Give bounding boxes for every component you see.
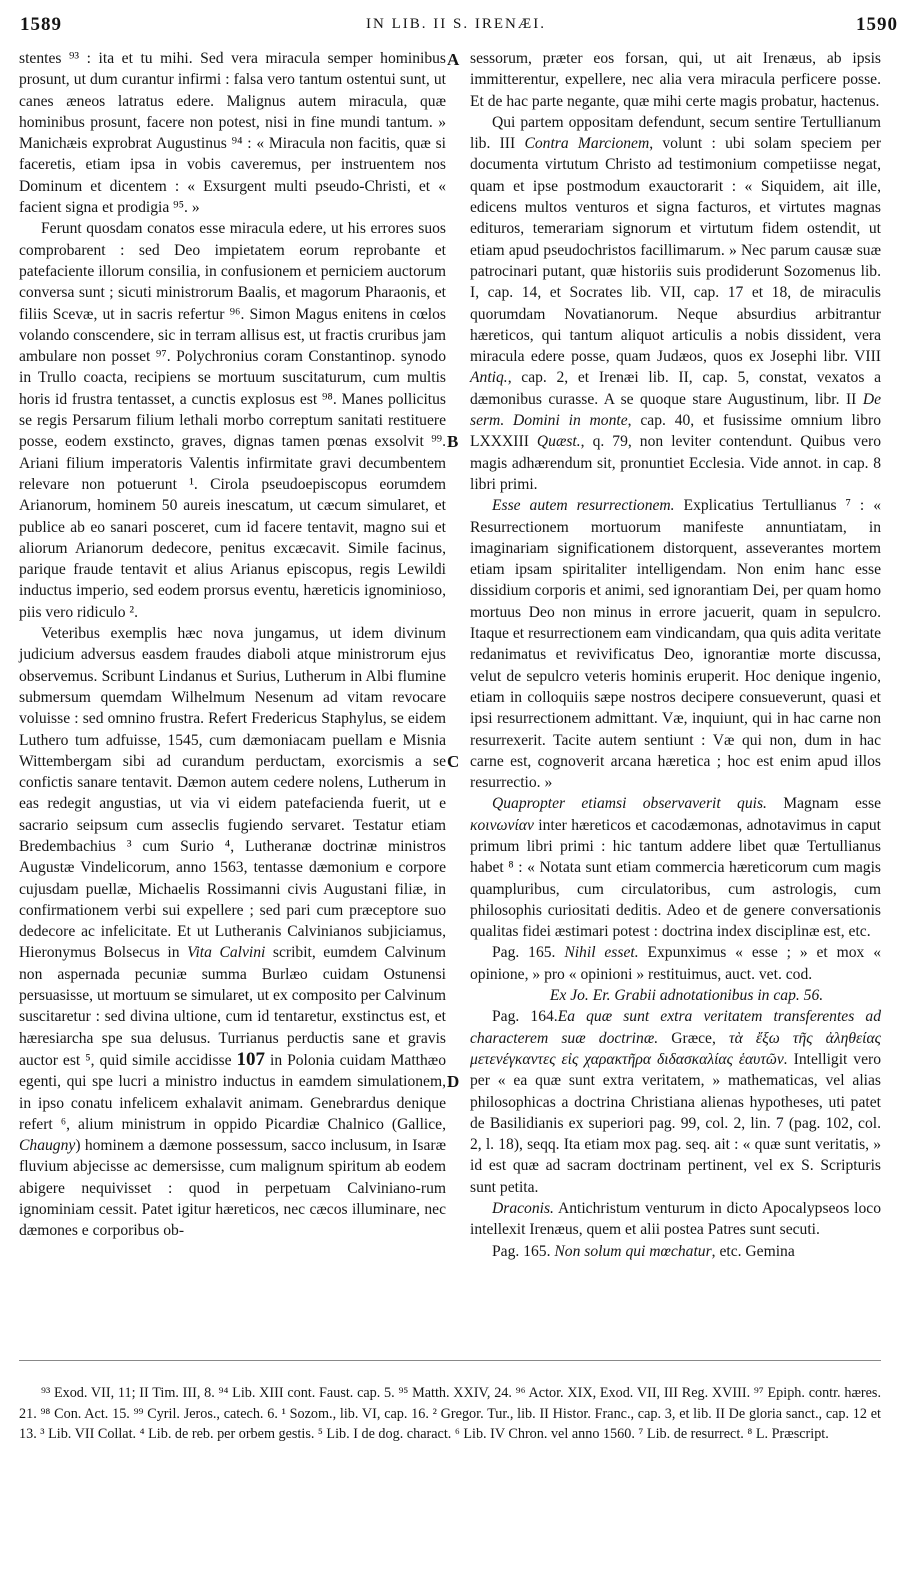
margin-letter-c: C [447,752,460,771]
paragraph: sessorum, præter eos forsan, qui, ut ait Irenæus, ab ipsis immitterentur, expellere, nec alia vera miracula perficere posse. Et de hac parte negante, quæ mihi certe magis probatur, hactenus. [470,50,881,110]
section-heading: Ex Jo. Er. Grabii adnotationibus in cap. 56. [549,987,824,1005]
running-title: IN LIB. II S. IRENÆI. [366,16,546,32]
running-header [14,14,898,40]
paragraph: Veteribus exemplis hæc nova jungamus, ut idem divinum judicium adversus easdem fraudes diaboli atque ministrorum ejus observemus. Scribunt Lindanus et Surius, Lutherum in Albi flumine submersum quemdam Wilhelmum Nesenum ad vitam revocare voluisse : sed omnino frustra. Refert Fredericus Staphylus, se eidem Luthero tum adfuisse, 1545, cum dæmoniacam puellam e Misnia Wittembergam sibi ad curandum perductam, exorcismis a se confictis sanare tentavit. Dæmon autem cedere nolens, Lutherum in eas redegit angustias, ut via vi eidem patefacienda fuerit, ut e sacrario seipsum cum asseclis fugiendo servaret. Testatur etiam Bredembachius ³ cum Surio ⁴, Lutheranæ doctrinæ ministros Augustæ Vindelicorum, anno 1563, tentasse dæmonium e corpore cujusdam puellæ, Michaelis Rossimanni civis Augustani filiæ, in confirmationem verbi sui expellere ; sed pari cum præceptore suo dedecore ac infelicitate. Et ut Lutheranis Calvinianos subjiciamus, Hieronymus Bolsecus in Vita Calvini scribit, eumdem Calvinum non aspernada pecuniæ summa Burlæo cuidam Ostunensi persuasisse, ut mortuum se simularet, ut ex composito per Calvinum suscitaretur : sed divina ultione, cum id tentaretur, exstinctus est, et hæresiarcha spe sua delusus. Turrianus perductis sane et gravis auctor est ⁵, quid simile accidisse 107 in Polonia cuidam Matthæo egenti, qui spe lucri a ministro inductus in eamdem simulationem, in ipso conatu infelicem exhalavit animam. Genebrardus denique refert ⁶, alium ministrum in oppido Picardiæ Chalnico (Gallice, Chaugny) hominem a dæmone possessum, sacco inclusum, in Isaræ fluvium abjecisse ac demersisse, cum malignum spiritum ab eodem abigere nequivisset : quod in perpetuam Calviniano-rum ignominiam cessit. Patet igitur hæreticos, nec cæcos illuminare, nec dæmones e corporibus ob- [19,625,447,1240]
paragraph: Pag. 165. Nihil esset. Expunximus « esse ; » et mox « opinione, » pro « opinioni » restituimus, auct. vet. cod. [470,944,882,983]
paragraph: Quapropter etiamsi observaverit quis. Magnam esse κοινωνίαν inter hæreticos et cacodæmonas, adnotavimus in caput primum libri primi : hic tantum addere libet quæ Tertullianus habet ⁸ : « Notata sunt etiam commercia hæreticorum cum magis quampluribus, cum circulatoribus, cum astrologis, cum philosophis curiositati deditis. Adeo et de genere conversationis qualitas fidei æstimari potest : doctrina index disciplinæ est, etc. [470,795,881,941]
paragraph: Esse autem resurrectionem. Explicatius Tertullianus ⁷ : « Resurrectionem mortuorum manifeste annuntiatam, in imaginariam significationem distorquent, asseverantes mortem etiam ipsam spiritaliter intelligendam. Non enim hanc esse dissidium corporis et animi, sed ignorantiam Dei, per quam homo mortuus Deo non minus in errore jacuerit, quam in sepulcro. Itaque et resurrectionem eam vindicandam, qua quis adita veritate redanimatus et revivificatus Deo, ignorantiæ morte discussa, velut de sepulcro veteris hominis eruperit. Hoc denique ingenio, etiam in colloquiis sæpe nostros decipere consueverunt, quasi et ipsi resurrectionem admittant. Væ, inquiunt, qui in hac carne non resurrexerit. Tacite autem sentiunt : Væ qui non, dum in hac carne est, cognoverit arcana hæretica ; hoc est enim apud illos resurrectio. » [470,497,882,792]
paragraph: Ferunt quosdam conatos esse miracula edere, ut his errores suos comprobarent : sed Deo impietatem eorum reprobante et patefaciente illorum consilia, in confusionem et perniciem auctorum conversa sunt ; sicuti ministrorum Baalis, et magorum Pharaonis, et filiis Scevæ, ut in sacris refertur ⁹⁶. Simon Magus enitens in cœlos volando conscendere, sic in terram allisus est, ut fractis cruribus jam ambulare non posset ⁹⁷. Polychronius coram Constantinop. synodo in Trullo coacta, recipiens se mortuum suscitaturum, cum multis horis id frustra tentasset, a cunctis explosus est ⁹⁸. Manes pollicitus se regis Persarum filium lethali morbo correptum sanitati restituere posse, eodem exstincto, graves, dignas tamen pœnas exsolvit ⁹⁹. Ariani filium imperatoris Valentis infirmitate gravi decumbentem relevare non potuerunt ¹. Cirola pseudoepiscopus eorumdem Arianorum, hominem 50 aureis inescatum, ut cæcum simularet, et publice ab eo sanari posceret, cum id facere tentavit, magno sui et aliorum Arianorum dedecore, penitus excæcavit. Simile facinus, parique fraude tentavit et alius Arianus episcopus, regis Lewildi inductus imperio, sed eodem prorsus eventu, hæreticis ignominioso, piis vero ridiculo ². [19,220,446,621]
paragraph: Draconis. Antichristum venturum in dicto Apocalypseos loco intellexit Irenæus, quem et alii postea Patres sunt secuti. [470,1200,881,1239]
paragraph: Qui partem oppositam defendunt, secum sentire Tertullianum lib. III Contra Marcionem, volunt : ubi solam speciem per documenta virtutum Christo ad testimonium competiisse negat, quam et ipse postmodum exauctorarit : « Siquidem, ait ille, edicens multos venturos et signa facturos, et virtutes magnas edituros, temerariam signorum et virtutum fidem ostendit, ut etiam apud pseudochristos facillimarum. » Nec parum causæ suæ patrocinari putant, quæ historiis suis prodiderunt Sozomenus lib. I, cap. 14, et Socrates lib. VII, cap. 17 et 18, de miraculis quorumdam Novatianorum. Neque absurdius arbitrantur hæreticos, qui tantum aliquot articulis a nobis dissident, vera miracula edere posse, quam Judæos, quos ex Josephi libr. VIII Antiq., cap. 2, et Irenæi lib. II, cap. 5, constat, vexatos a dæmonibus curasse. A se quoque stare Augustinum, libr. II De serm. Domini in monte, cap. 40, et fusissime omnium libro LXXXIII Quæst., q. 79, non leviter contendunt. Quibus vero magis adhærendum sit, pronuntiet Ecclesia. Vide annot. in cap. 8 libri primi. [470,113,882,493]
footnote-text: ⁹³ Exod. VII, 11; II Tim. III, 8. ⁹⁴ Lib. XIII cont. Faust. cap. 5. ⁹⁵ Matth. XXIV, 24. ⁹⁶ Actor. XIX, Exod. VII, III Reg. XVIII. ⁹⁷ Epiph. contr. hæres. 21. ⁹⁸ Con. Act. 15. ⁹⁹ Cyril. Jeros., catech. 6. ¹ Sozom., lib. VI, cap. 16. ² Gregor. Tur., lib. II Histor. Franc., cap. 3, et lib. II De gloria sanct., cap. 12 et 13. ³ Lib. VII Collat. ⁴ Lib. de reb. per orbem gestis. ⁵ Lib. I de dog. charact. ⁶ Lib. IV Chron. vel anno 1560. ⁷ Lib. de resurrect. ⁸ L. Præscript. [19,1385,881,1442]
margin-letter-d: D [447,1072,460,1091]
right-text-column [470,48,881,1262]
page-number-left: 1589 [20,14,62,35]
margin-letter-b: B [447,432,459,451]
margin-letter-a: A [447,50,460,69]
paragraph: stentes ⁹³ : ita et tu mihi. Sed vera miracula semper hominibus prosunt, ut dum curantur infirmi : falsa vero tantum ostentui sunt, ut canes æneos latratus edere. Malignus autem miracula, quæ hominibus prosunt, facere non potest, nisi in fine mundi tantum. » Manichæis exprobrat Augustinus ⁹⁴ : « Miracula non facitis, quæ si faceretis, etiam ipsa in vobis caveremus, per instruentem nos Dominum et dicentem : « Exsurgent multi pseudo-Christi, et « facient signa et prodigia ⁹⁵. » [19,50,446,217]
paragraph: Pag. 164.Ea quæ sunt extra veritatem transferentes ad characterem suæ doctrinæ. Græce, τὰ ἔξω τῆς ἀληθείας μετενέγκαντες εἰς χαρακτῆρα διδασκαλίας ἑαυτῶν. Intelligit vero per « ea quæ sunt extra veritatem, » mathematicas, vel alias philosophicas a doctrina Christiana alienas hypotheses, uti patet de Basilidianis ex superiori pag. 99, col. 2, lin. 7 (pag. 102, col. 2, l. 18), seqq. Ita etiam mox pag. seq. ait : « quæ sunt veritatis, » id est quæ ad sacram doctrinam pertinent, vel ex S. Scripturis sunt petita. [470,1008,881,1196]
page-number-right: 1590 [856,14,898,35]
left-text-column [19,48,446,1242]
paragraph: Pag. 165. Non solum qui mœchatur, etc. Gemina [492,1242,795,1260]
footnote-divider [19,1360,881,1361]
footnotes [19,1383,881,1445]
marginal-number: 107 [236,1048,266,1070]
